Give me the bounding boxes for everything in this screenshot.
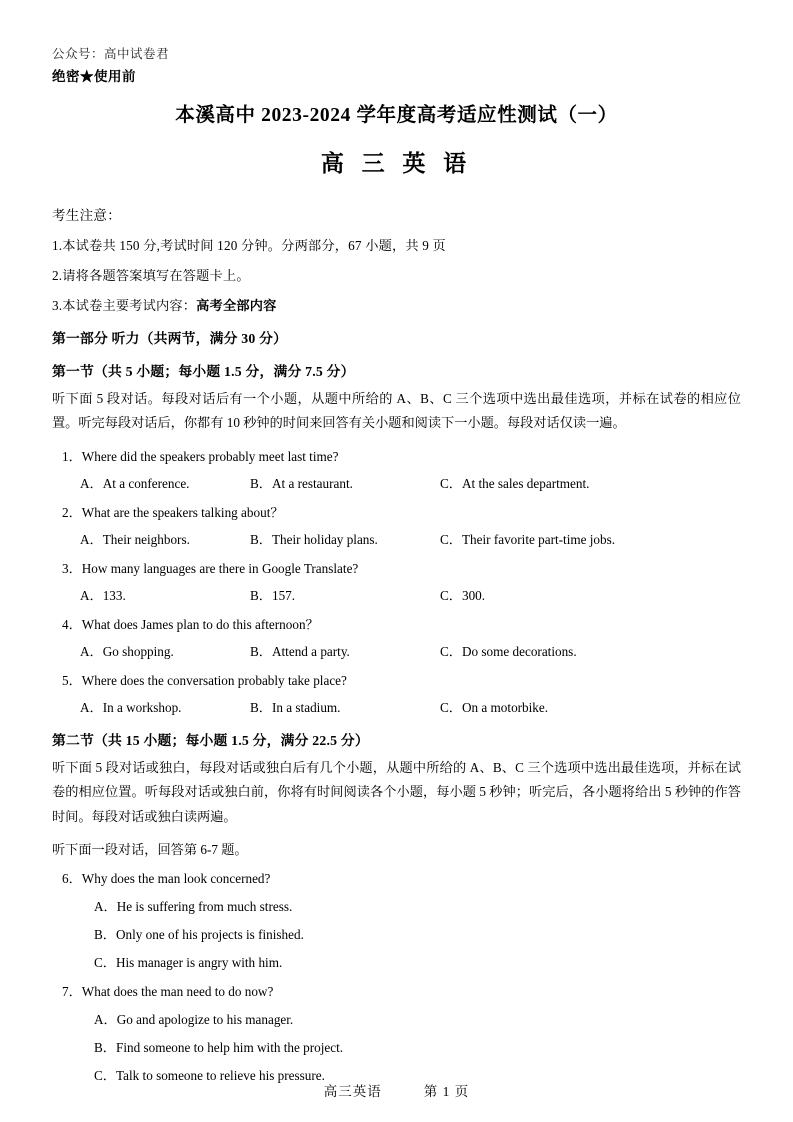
question-2-option-b[interactable]: B．Their holiday plans. bbox=[250, 531, 378, 547]
question-2-text: What are the speakers talking about？ bbox=[81, 504, 284, 520]
watermark-text: 公众号：高中试卷君 bbox=[52, 47, 170, 61]
question-5 bbox=[52, 670, 741, 689]
question-3-option-a[interactable]: A．133. bbox=[80, 587, 126, 603]
question-6-number: 6． bbox=[62, 871, 82, 887]
section-1-instructions: 听下面 5 段对话。每段对话后有一个小题，从题中所给的 A、B、C 三个选项中选出最佳选项，并标在试卷的相应位置。听完每段对话后，你都有 10 秒钟的时间来回答有关小题和阅读下一小题。每段对话仅读一遍。 bbox=[52, 391, 741, 431]
question-7-option-a[interactable]: A．Go and apologize to his manager. bbox=[94, 1012, 294, 1028]
question-2-option-c[interactable]: C．Their favorite part-time jobs. bbox=[440, 531, 616, 547]
question-6-option-b[interactable]: B．Only one of his projects is finished. bbox=[94, 927, 304, 943]
footer-subject-label: 高三英语 bbox=[323, 1084, 382, 1099]
question-1 bbox=[52, 446, 741, 465]
question-3-options bbox=[52, 585, 741, 604]
question-5-option-a[interactable]: A．In a workshop. bbox=[80, 699, 182, 715]
question-6 bbox=[52, 868, 741, 887]
question-1-text: Where did the speakers probably meet last time? bbox=[81, 448, 339, 464]
notice-line-3-prefix: 3.本试卷主要考试内容： bbox=[52, 298, 197, 313]
question-3-option-b[interactable]: B．157. bbox=[250, 587, 296, 603]
question-1-options bbox=[52, 473, 741, 492]
section-2-heading: 第二节（共 15 小题；每小题 1.5 分，满分 22.5 分） bbox=[52, 732, 369, 748]
question-6-option-c[interactable]: C．His manager is angry with him. bbox=[94, 955, 283, 971]
page-title: 本溪高中 2023-2024 学年度高考适应性测试（一） bbox=[175, 105, 618, 126]
question-4-option-c[interactable]: C．Do some decorations. bbox=[440, 643, 577, 659]
question-4-options bbox=[52, 641, 741, 660]
question-4-number: 4． bbox=[62, 616, 82, 632]
question-5-option-c[interactable]: C．On a motorbike. bbox=[440, 699, 549, 715]
question-3 bbox=[52, 558, 741, 577]
question-4-option-b[interactable]: B．Attend a party. bbox=[250, 643, 350, 659]
section-1-heading: 第一节（共 5 小题；每小题 1.5 分，满分 7.5 分） bbox=[52, 364, 355, 379]
question-3-text: How many languages are there in Google Translate? bbox=[81, 560, 359, 576]
question-7-option-b[interactable]: B．Find someone to help him with the project. bbox=[94, 1040, 344, 1056]
question-2-number: 2． bbox=[62, 504, 82, 520]
subject-title: 高 三 英 语 bbox=[320, 151, 473, 176]
question-4-option-a[interactable]: A．Go shopping. bbox=[80, 643, 174, 659]
notice-line-2: 2.请将各题答案填写在答题卡上。 bbox=[52, 268, 250, 283]
question-6-option-a[interactable]: A．He is suffering from much stress. bbox=[94, 899, 293, 915]
secret-label: 绝密★使用前 bbox=[52, 69, 136, 84]
question-1-number: 1． bbox=[62, 448, 82, 464]
question-7 bbox=[52, 981, 741, 1000]
notice-line-1: 1.本试卷共 150 分,考试时间 120 分钟。分两部分，67 小题，共 9 页 bbox=[52, 238, 446, 253]
question-6-text: Why does the man look concerned? bbox=[81, 871, 271, 887]
notice-line-3 bbox=[52, 295, 741, 314]
question-1-option-a[interactable]: A．At a conference. bbox=[80, 475, 190, 491]
question-2-option-a[interactable]: A．Their neighbors. bbox=[80, 531, 190, 547]
question-7-number: 7． bbox=[62, 984, 82, 1000]
notice-line-3-content: 高考全部内容 bbox=[196, 298, 277, 313]
question-7-option-c[interactable]: C．Talk to someone to relieve his pressure. bbox=[94, 1068, 325, 1084]
part-1-heading: 第一部分 听力（共两节，满分 30 分） bbox=[52, 331, 288, 346]
question-3-number: 3． bbox=[62, 560, 82, 576]
page-footer bbox=[0, 1080, 793, 1100]
question-5-text: Where does the conversation probably take place? bbox=[81, 672, 347, 688]
question-7-text: What does the man need to do now? bbox=[81, 984, 274, 1000]
question-5-number: 5． bbox=[62, 672, 82, 688]
question-1-option-b[interactable]: B．At a restaurant. bbox=[250, 475, 353, 491]
question-3-option-c[interactable]: C．300. bbox=[440, 587, 486, 603]
notice-heading: 考生注意： bbox=[52, 208, 121, 223]
question-5-option-b[interactable]: B．In a stadium. bbox=[250, 699, 341, 715]
question-5-options bbox=[52, 697, 741, 716]
question-4 bbox=[52, 614, 741, 633]
question-2-options bbox=[52, 529, 741, 548]
footer-page-number: 第 1 页 bbox=[423, 1084, 470, 1099]
listening-note-6-7: 听下面一段对话，回答第 6-7 题。 bbox=[52, 842, 248, 858]
question-2 bbox=[52, 502, 741, 521]
question-4-text: What does James plan to do this afternoon？ bbox=[81, 616, 319, 632]
question-1-option-c[interactable]: C．At the sales department. bbox=[440, 475, 590, 491]
section-2-instructions: 听下面 5 段对话或独白，每段对话或独白后有几个小题，从题中所给的 A、B、C 三个选项中选出最佳选项，并标在试卷的相应位置。听每段对话或独白前，你将有时间阅读各个小题，每小题 5 秒钟；听完后，各小题将给出 5 秒钟的作答时间。每段对话或独白读两遍。 bbox=[52, 759, 741, 824]
